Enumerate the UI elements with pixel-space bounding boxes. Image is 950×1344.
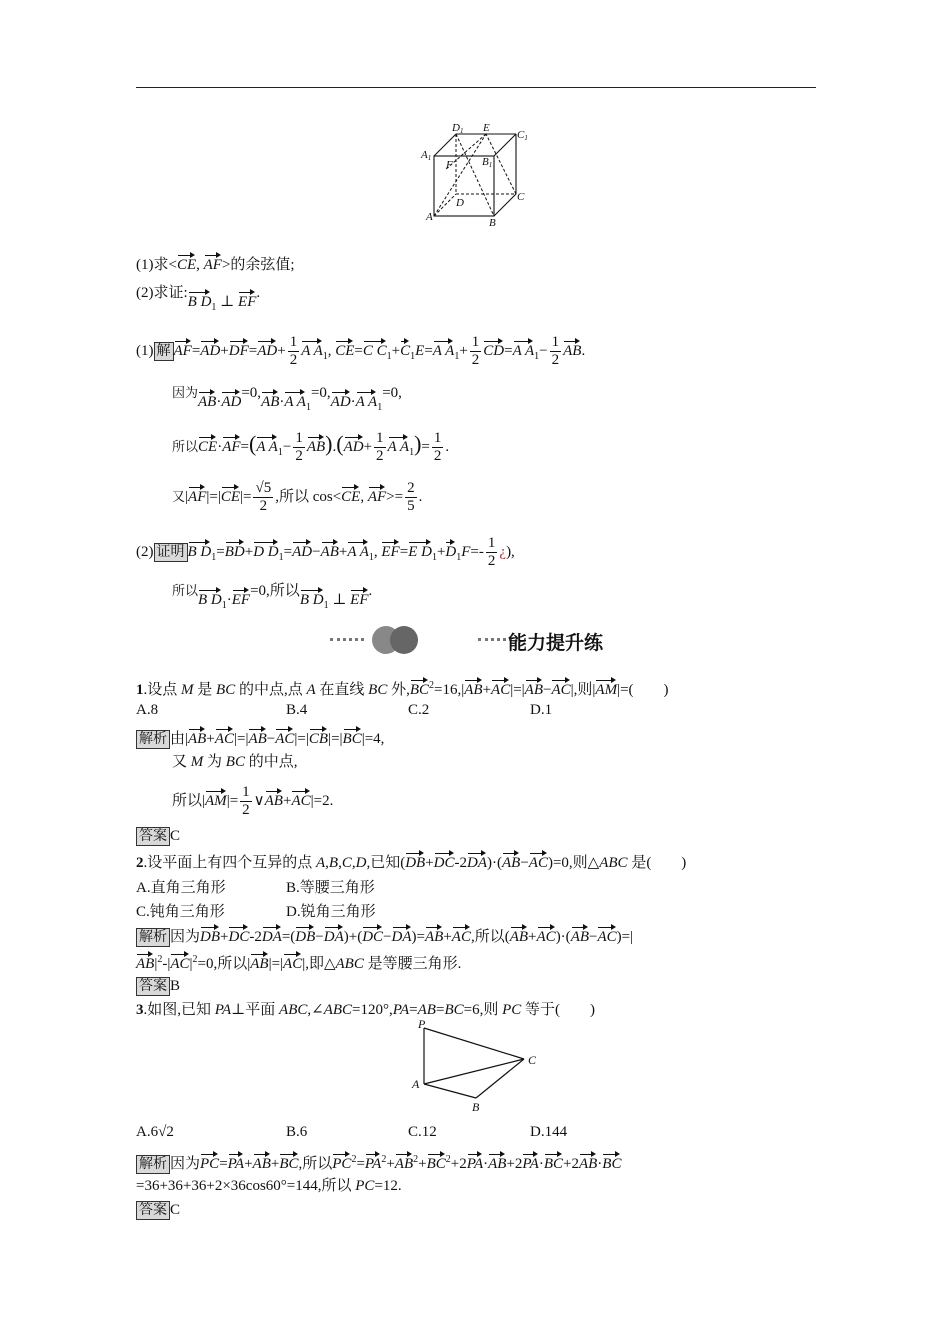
section-title: 能力提升练 — [508, 632, 604, 654]
svg-text:C: C — [517, 191, 525, 203]
problem-3-option-c: C.12 — [408, 1124, 437, 1140]
problem-3-analysis: 解析 因为PC=PA+AB+BC,所以$PC^2=PA^2+AB^2+BC^2+2PA\cdot AB+2PA\cdot BC+2AB\cdot BC$ — [136, 1150, 621, 1174]
cube-figure — [420, 120, 535, 228]
svg-text:B: B — [472, 1100, 480, 1114]
problem-1-stem: 1.设点 M 是 BC 的中点,点 A 在直线 BC 外$,BC^2=16,|AB+AC|=|AB-AC|$,则|AM|=( ) — [136, 676, 669, 700]
problem-2-analysis-2: $AB|^2-|AC|^2=0$,所以|AB|=|AC|,即△ABC 是等腰三角形. — [136, 950, 461, 974]
solution-1-cosine: 又|AF|=|CE|= $\frac{√5}{2}$ ,所以 cos<CE, AF>= $\frac{2}{5}$ . — [172, 480, 423, 514]
analysis-label: 解析 — [136, 1155, 170, 1174]
solution-1-dot-products: 因为AB·AD=0,AB·A $A_1=0,AD\cdot A$ $A_1=0$, — [172, 385, 402, 413]
problem-3-answer: 答案 C — [136, 1200, 180, 1220]
answer-label: 答案 — [136, 977, 170, 996]
problem-2-option-a: A.直角三角形 — [136, 880, 226, 896]
problem-1-answer: 答案 C — [136, 826, 180, 846]
problem-1-analysis-3: 所以|AM|= $\frac{1}{2}$ ∨AB+AC|=2. — [172, 784, 334, 818]
analysis-label: 解析 — [136, 730, 170, 749]
problem-1-option-b: B.4 — [286, 702, 308, 718]
problem-1-analysis-2: 又 M 为 BC 的中点, — [172, 754, 298, 770]
problem-2-stem: 2.设平面上有四个互异的点 A,B,C,D,已知(DB+DC-2DA)·(AB−AC)=0,则△ABC 是( ) — [136, 850, 686, 873]
solution-label: 解 — [154, 342, 174, 361]
problem-1-option-a: A.8 — [136, 702, 159, 718]
svg-text:P: P — [418, 1018, 426, 1031]
svg-text:B: B — [489, 217, 496, 228]
svg-text:A: A — [426, 211, 433, 223]
problem-2-analysis: 解析 因为DB+DC-2DA=(DB−DA)+(DC−DA)=AB+AC,所以(AB+AC)·(AB−AC)=| — [136, 924, 633, 947]
analysis-label: 解析 — [136, 928, 170, 947]
solution-2-conclusion: 所以B $D_1\cdot EF=0$,所以B $D_1$ ⊥ EF. — [172, 583, 373, 611]
solution-1-product: 所以CE·AF=(A $A_1-$ $\frac{1}{2}$ AB).(AD+ $\frac{1}{2}$ A $A_1)=$ $\frac{1}{2}$ . — [172, 430, 450, 464]
problem-3-option-a: A.6√2 — [136, 1124, 174, 1140]
svg-text:C: C — [528, 1053, 537, 1067]
svg-text:D1: D1 — [452, 122, 464, 135]
proof-label: 证明 — [154, 543, 188, 562]
problem-3-option-d: D.144 — [530, 1124, 568, 1140]
svg-text:A: A — [412, 1077, 420, 1091]
answer-label: 答案 — [136, 827, 170, 846]
problem-2-option-b: B.等腰三角形 — [286, 880, 375, 896]
header-rule — [136, 87, 816, 88]
problem-3-analysis-2: =36+36+36+2×36cos60°=144,所以 PC=12. — [136, 1178, 402, 1194]
question-1: (1)求<CE, AF>的余弦值; — [136, 252, 295, 275]
problem-1-option-c: C.2 — [408, 702, 430, 718]
problem-2-answer: 答案 B — [136, 976, 180, 996]
problem-1-option-d: D.1 — [530, 702, 553, 718]
triangle-figure — [410, 1018, 545, 1116]
answer-label: 答案 — [136, 1201, 170, 1220]
problem-2-option-d: D.锐角三角形 — [286, 904, 376, 920]
problem-3-option-b: B.6 — [286, 1124, 308, 1140]
svg-text:B1: B1 — [482, 156, 493, 169]
svg-text:C1: C1 — [517, 129, 528, 142]
problem-1-analysis: 解析 由|AB+AC|=|AB−AC|=|CB|=|BC|=4, — [136, 726, 384, 749]
solution-2-line: (2) 证明 B $D_1=BD+D$ $D_1=AD-AB+A$ $A_1$, EF=E $D_1+D_1F=-$ $\frac{1}{2}$ ¿), — [136, 535, 515, 569]
solution-1-line: (1) 解 AF=AD+DF=AD+ $\frac{1}{2}$ A $A_1$, CE=C $C_1+C_1E=A$ $A_1+$ $\frac{1}{2}$ CD=A $A_1-$ $\frac{1}{2}$ AB. — [136, 334, 586, 368]
problem-3-stem: 3.如图,已知 PA⊥平面 ABC,∠ABC=120°,PA=AB=BC=6,则 PC 等于( ) — [136, 1002, 595, 1018]
svg-text:A1: A1 — [421, 149, 432, 162]
svg-text:D: D — [456, 197, 464, 209]
section-banner — [330, 620, 660, 660]
svg-text:E: E — [483, 122, 490, 134]
problem-2-option-c: C.钝角三角形 — [136, 904, 225, 920]
svg-text:F: F — [446, 159, 453, 171]
question-2: (2)求证:B $D_1$ ⊥ EF. — [136, 285, 261, 313]
